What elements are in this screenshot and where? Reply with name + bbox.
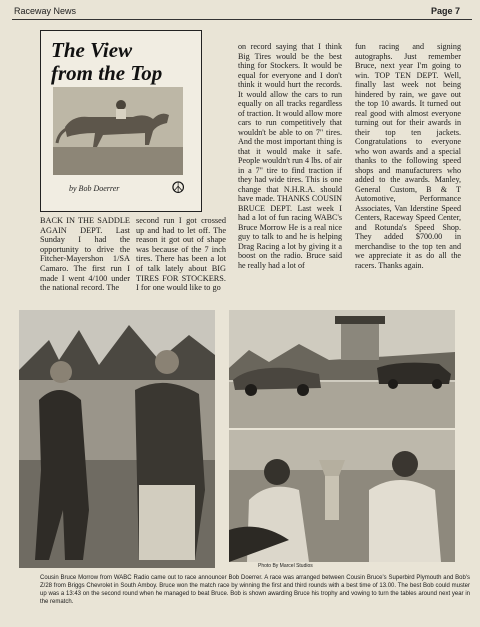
column-title [51, 39, 162, 85]
article-column-1: BACK IN THE SADDLE AGAIN DEPT. Last Sunday I had the opportunity to drive the Fitcher-Mayershon 1/SA Camaro. The first run I made I went 4/100 under the national record. The [40, 216, 130, 293]
photo-race-cars-tower [229, 310, 455, 428]
photo-two-men-jackets [19, 310, 215, 568]
page-number: Page 7 [430, 6, 460, 16]
photo-trophy-presentation [229, 430, 455, 562]
page-header [14, 4, 470, 20]
photo-credit: Photo By Marcel Studios [258, 563, 313, 569]
publication-name: Raceway News [14, 6, 77, 16]
column-title-box [40, 30, 202, 212]
horse-rider-illustration [53, 87, 183, 175]
peace-symbol-icon: ☮ [171, 180, 186, 197]
byline: by Bob Doerrer [69, 184, 120, 193]
article-column-2: second run I got crossed up and had to let off. The reason it got out of shape was because of the 7 inch tires. There has been a lot of talk lately about BIG TIRES FOR STOCKERS. I for one would like to go [136, 216, 226, 293]
header-rule [12, 19, 472, 20]
column-title-line1: The View [51, 38, 133, 62]
article-column-3: on record saying that I think Big Tires would be the best thing for Stockers. It would be equal for everyone and I don't think it would hurt the records. It would allow the cars to run equally on all tracks regardless of traction. It would allow more cars to run competitively that wouldn't be able to on 7" tires. And the most important thing is that it would make it safe. People wouldn't run 4 lbs. of air in a 7" tire to find traction if they had wide tires. This is one change that N.H.R.A. should have made. THANKS COUSIN BRUCE DEPT. Last week I had a lot of fun racing WABC's Bruce Morrow He is a real nice guy to talk to and he is helping Drag Racing a lot by giving it a boost on the radio. Bruce said he really had a lot of [238, 42, 342, 270]
article-column-4: fun racing and signing autographs. Just remember Bruce, next year I'm going to win. TOP TEN DEPT. Well, finally last week not being hindered by rain, we gave out the top 10 awards. It turned out real good with almost everyone turning out for their awards in their top ten jackets. Congratulations to everyone who won awards and a special thanks to the following speed shops and manufacturers who added to the awards. Manley, General Custom, B & T Automotive, Performance Associates, Van Iderstine Speed Centers, Raceway Speed Center, and Rotunda's Speed Shop. They added $700.00 in merchandise to the top ten and we appreciate it as do all the racers. Thanks again. [355, 42, 461, 270]
column-title-line2: from the Top [51, 61, 163, 85]
photo-caption: Cousin Bruce Morrow from WABC Radio came out to race announcer Bob Doerrer. A race was arranged between Cousin Bruce's Superbird Plymouth and Bob's Z/28 from Briggs Chevrolet in South Amboy. Bruce won the match race by winning the first and third rounds with a best time of 13.00. The best Bob could muster up was a 13:43 on the second round when he managed to beat Bruce. Bob is shown awarding Bruce his trophy and vowing to turn the tables around next year in the rematch. [40, 575, 470, 605]
